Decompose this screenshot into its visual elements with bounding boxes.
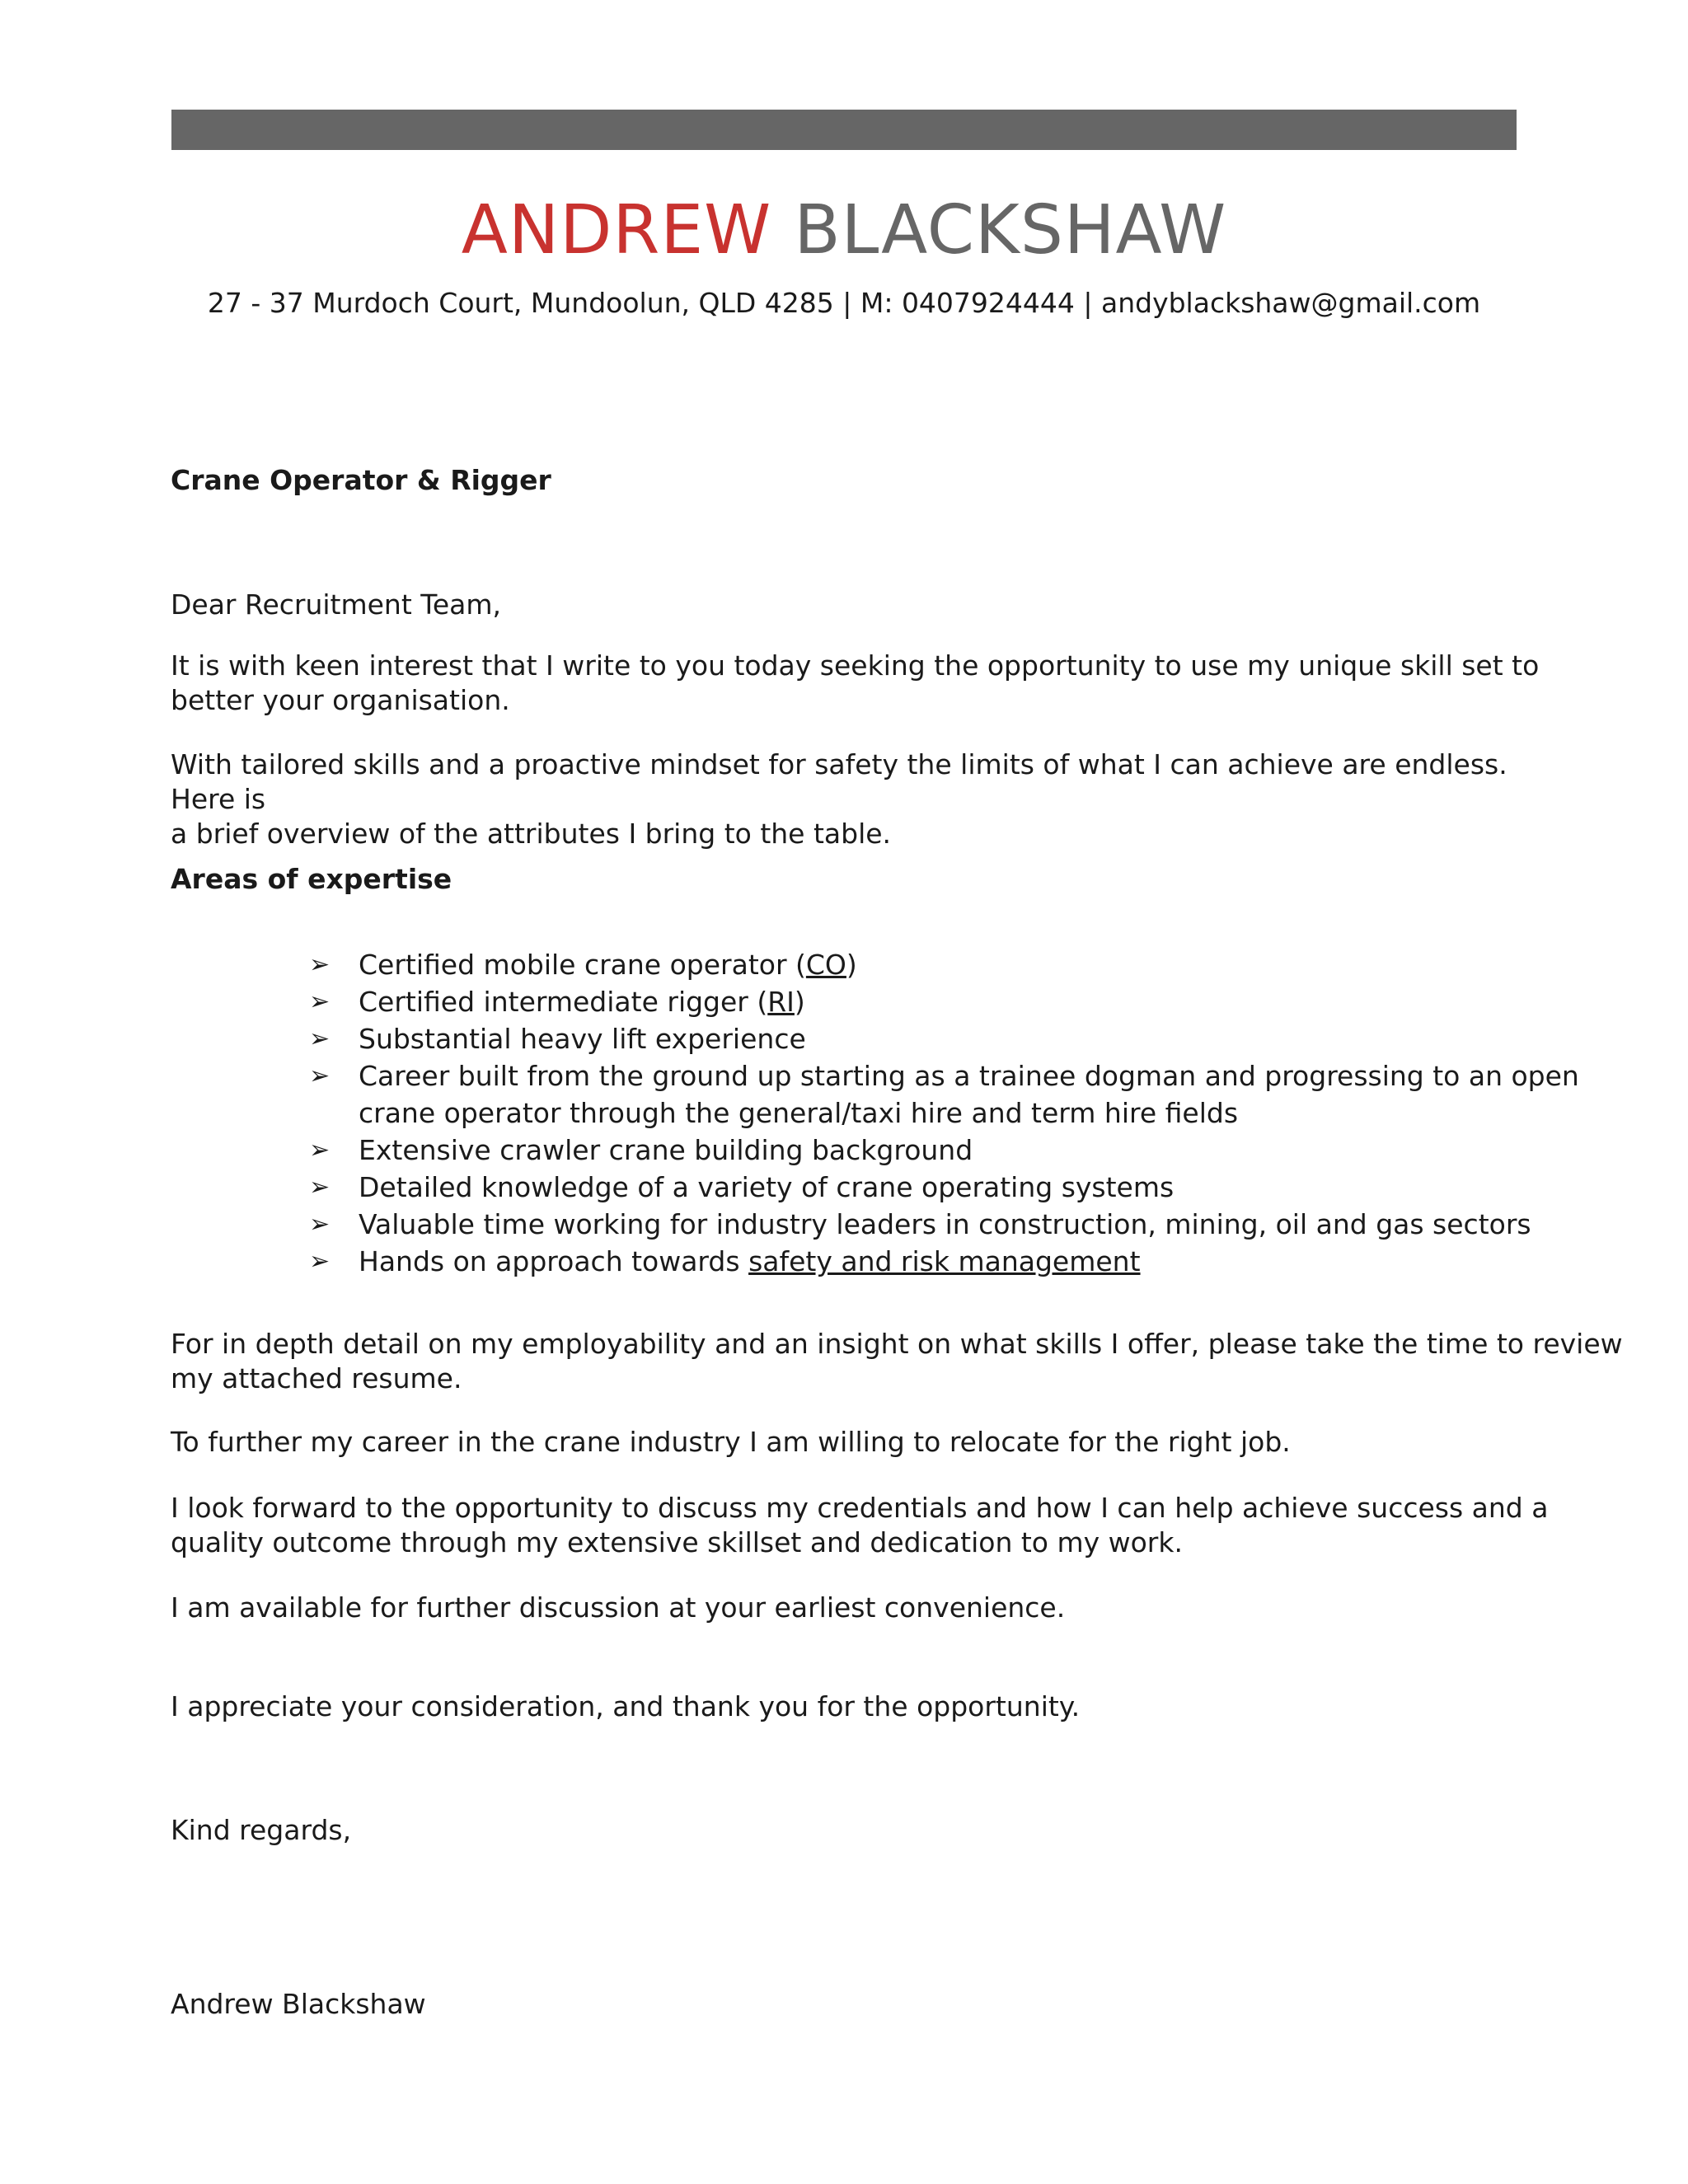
list-item — [309, 1132, 1661, 1169]
first-name: ANDREW — [461, 191, 772, 269]
list-item-text: Certified mobile crane operator ( — [359, 949, 806, 981]
list-item-text: Career built from the ground up starting as a trainee dogman and progressing to an open crane operator through the general/taxi hire and term hire fields — [359, 1060, 1579, 1129]
arrowhead-bullet-icon: ➢ — [309, 950, 331, 979]
list-item-text: Certified intermediate rigger ( — [359, 986, 768, 1018]
paragraph-overview — [171, 748, 1555, 851]
job-title: Crane Operator & Rigger — [171, 464, 551, 496]
list-item — [309, 983, 1661, 1020]
list-item — [309, 1169, 1661, 1206]
paragraph-resume: For in depth detail on my employability and an insight on what skills I offer, please take the time to review my attached resume. — [171, 1328, 1623, 1394]
paragraph-overview-line-2: a brief overview of the attributes I bring to the table. — [171, 818, 892, 850]
paragraph-relocate: To further my career in the crane industry I am willing to relocate for the right job. — [171, 1426, 1291, 1458]
arrowhead-bullet-icon: ➢ — [309, 1247, 331, 1276]
arrowhead-bullet-icon: ➢ — [309, 1210, 331, 1239]
paragraph-overview-line-1: With tailored skills and a proactive mindset for safety the limits of what I can achieve are endless. Here is — [171, 748, 1507, 815]
expertise-heading: Areas of expertise — [171, 863, 452, 895]
list-item-text-end: ) — [846, 949, 857, 981]
list-item-link[interactable]: safety and risk management — [748, 1245, 1141, 1277]
signature-name: Andrew Blackshaw — [171, 1988, 426, 2020]
list-item — [309, 946, 1661, 983]
arrowhead-bullet-icon: ➢ — [309, 1173, 331, 1202]
applicant-name — [0, 190, 1688, 272]
expertise-list — [309, 946, 1661, 1280]
list-item-link[interactable]: RI — [767, 986, 795, 1018]
contact-details: 27 - 37 Murdoch Court, Mundoolun, QLD 4285 | M: 0407924444 | andyblackshaw@gmail.com — [207, 287, 1481, 319]
list-item — [309, 1206, 1661, 1243]
paragraph-availability: I am available for further discussion at your earliest convenience. — [171, 1591, 1066, 1624]
list-item-text: Hands on approach towards — [359, 1245, 749, 1277]
header-bar — [171, 110, 1517, 150]
paragraph-credentials: I look forward to the opportunity to discuss my credentials and how I can help achieve success and a quality outcome through my extensive skillset and dedication to my work. — [171, 1492, 1549, 1558]
list-item-text: Detailed knowledge of a variety of crane operating systems — [359, 1171, 1175, 1203]
list-item-link[interactable]: CO — [805, 949, 846, 981]
arrowhead-bullet-icon: ➢ — [309, 1136, 331, 1165]
list-item — [309, 1243, 1661, 1280]
closing: Kind regards, — [171, 1814, 352, 1846]
list-item — [309, 1057, 1661, 1132]
paragraph-intro: It is with keen interest that I write to you today seeking the opportunity to use my unique skill set to better your organisation. — [171, 649, 1540, 716]
arrowhead-bullet-icon: ➢ — [309, 1062, 331, 1090]
paragraph-thanks: I appreciate your consideration, and thank you for the opportunity. — [171, 1690, 1081, 1722]
list-item-text: Extensive crawler crane building background — [359, 1134, 973, 1166]
list-item-text-end: ) — [794, 986, 805, 1018]
arrowhead-bullet-icon: ➢ — [309, 987, 331, 1016]
salutation: Dear Recruitment Team, — [171, 588, 501, 621]
list-item-text: Substantial heavy lift experience — [359, 1023, 806, 1055]
list-item — [309, 1020, 1661, 1057]
arrowhead-bullet-icon: ➢ — [309, 1024, 331, 1053]
list-item-text: Valuable time working for industry leaders in construction, mining, oil and gas sectors — [359, 1208, 1531, 1240]
last-name: BLACKSHAW — [794, 191, 1227, 269]
